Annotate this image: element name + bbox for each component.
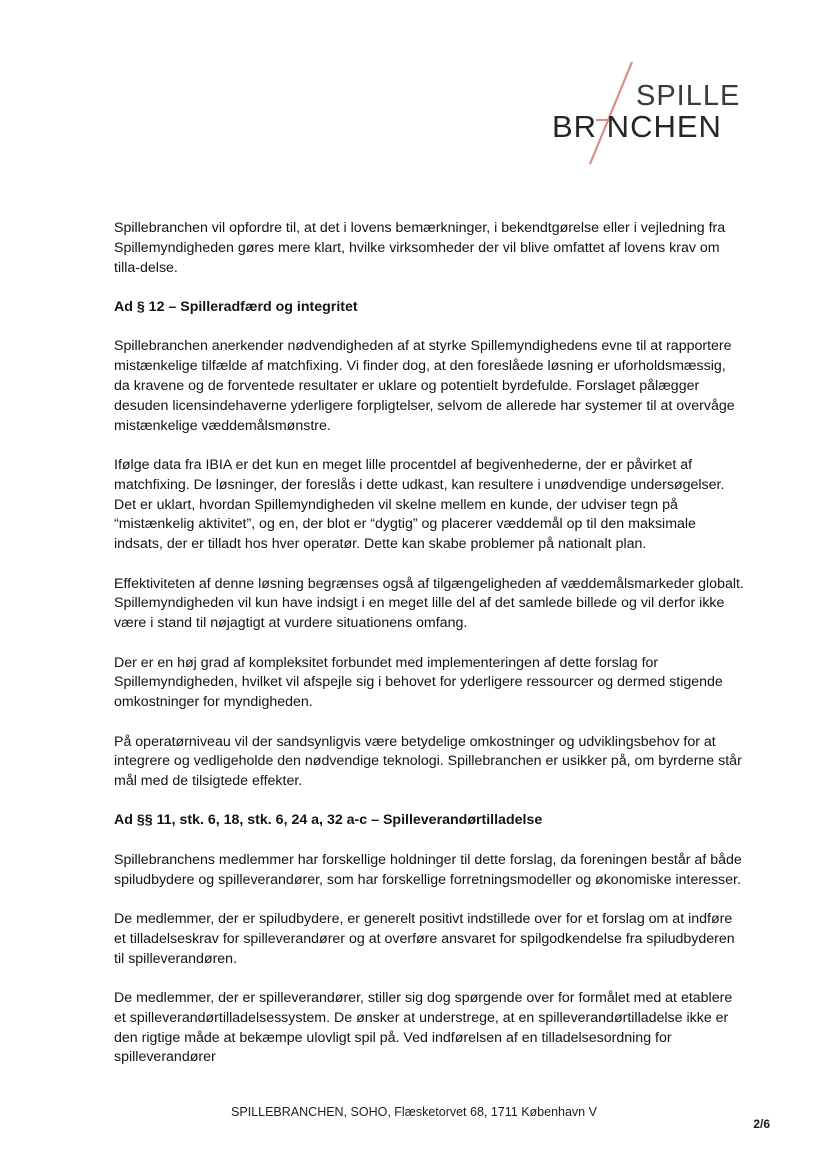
logo-line-1: SPILLE xyxy=(636,80,741,112)
logo-line-2: BR NCHEN xyxy=(552,109,722,144)
spillebranchen-logo xyxy=(552,60,762,170)
paragraph: Effektiviteten af denne løsning begrænses også af tilgængeligheden af væddemålsmarkeder globalt. Spillemyndigheden vil kun have indsigt i en meget lille del af det samlede billede og vil derfor ikke være i stand til nøjagtigt at vurdere situationens omfang. xyxy=(114,575,744,632)
paragraph: De medlemmer, der er spiludbydere, er generelt positivt indstillede over for et forslag om at indføre et tilladelseskrav for spilleverandører og at overføre ansvaret for spilgodkendelse fra spiludbyderen til spilleverandøren. xyxy=(114,911,735,967)
paragraph: De medlemmer, der er spilleverandører, stiller sig dog spørgende over for formålet med at etablere et spilleverandørtilladelsessystem. De ønsker at understrege, at en spilleverandørtilladelse ikke er den rigtige måde at bekæmpe ulovligt spil på. Ved indførelsen af en tilladelsesordning for spilleverandører xyxy=(114,990,733,1066)
section-heading: Ad §§ 11, stk. 6, 18, stk. 6, 24 a, 32 a-c – Spilleverandørtilladelse xyxy=(114,812,543,829)
paragraph: Spillebranchens medlemmer har forskellige holdninger til dette forslag, da foreningen består af både spiludbydere og spilleverandører, som har forskellige forretningsmodeller og økonomiske interesser. xyxy=(114,851,742,888)
paragraph: Spillebranchen vil opfordre til, at det i lovens bemærkninger, i bekendtgørelse eller i vejledning fra Spillemyndigheden gøres mere klart, hvilke virksomheder der vil blive omfattet af lovens krav om tilla-delse. xyxy=(114,220,726,276)
section-heading: Ad § 12 – Spilleradfærd og integritet xyxy=(114,298,358,315)
paragraph: Der er en høj grad af kompleksitet forbundet med implementeringen af dette forslag for Spillemyndigheden, hvilket vil afspejle sig i behovet for yderligere ressourcer og dermed stigende omkostninger for myndigheden. xyxy=(114,654,723,711)
footer-address: SPILLEBRANCHEN, SOHO, Flæsketorvet 68, 1711 København V xyxy=(231,1105,597,1119)
page-number: 2/6 xyxy=(753,1117,770,1131)
document-body xyxy=(114,219,744,1088)
paragraph: Ifølge data fra IBIA er det kun en meget lille procentdel af begivenhederne, der er påvirket af matchfixing. De løsninger, der foreslås i dette udkast, kan resultere i unødvendige undersøgelser. Det er uklart, hvordan Spillemyndigheden vil skelne mellem en kunde, der udviser tegn på “mistænkelig aktivitet”, og en, der blot er “dygtig” og placerer væddemål op til den maksimale indsats, der er tilladt hos hver operatør. Dette kan skabe problemer på nationalt plan. xyxy=(114,456,725,553)
paragraph: På operatørniveau vil der sandsynligvis være betydelige omkostninger og udviklingsbehov for at integrere og vedligeholde den nødvendige teknologi. Spillebranchen er usikker på, om byrderne står mål med de tilsigtede effekter. xyxy=(114,733,742,790)
paragraph: Spillebranchen anerkender nødvendigheden af at styrke Spillemyndighedens evne til at rapportere mistænkelige tilfælde af matchfixing. Vi finder dog, at den foreslåede løsning er uforholdsmæssig, da kravene og de forventede resultater er uklare og potentielt byrdefulde. Forslaget pålægger desuden licensindehaverne yderligere forpligtelser, selvom de allerede har systemer til at overvåge mistænkelige væddemålsmønstre. xyxy=(114,338,735,434)
